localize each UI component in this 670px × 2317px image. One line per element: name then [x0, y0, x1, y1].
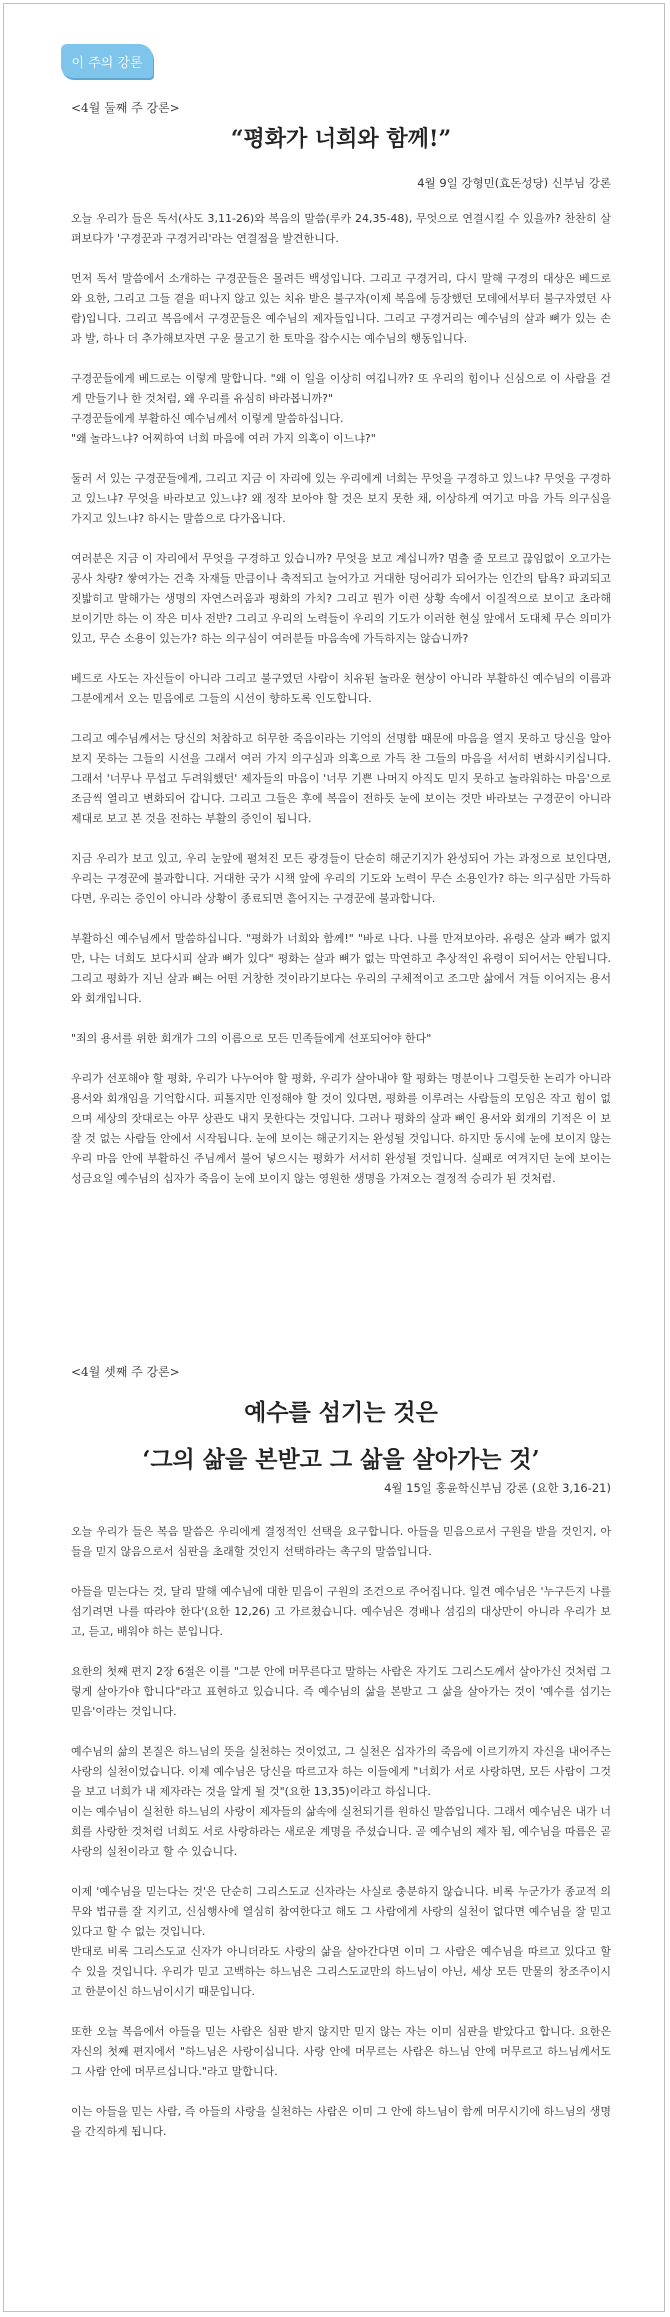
article-2 [71, 1363, 611, 2142]
paragraph: 이는 예수님이 실천한 하느님의 사랑이 제자들의 삶속에 실천되기를 원하신 말씀입니다. 그래서 예수님은 내가 너희를 사랑한 것처럼 너희도 서로 사랑하라는 새로운 계명을 주셨습니다. 곧 예수님의 제자 됨, 예수님을 따름은 곧 사랑의 실천이라고 할 수 있습니다. [71, 1805, 611, 1858]
paragraph: 아들을 믿는다는 것, 달리 말해 예수님에 대한 믿음이 구원의 조건으로 주어집니다. 일견 예수님은 '누구든지 나를 섬기려면 나를 따라야 한다'(요한 12,26) 고 가르쳤습니다. 예수님은 경배나 섬김의 대상만이 아니라 우리가 보고, 듣고, 배워야 하는 분입니다. [71, 1585, 611, 1638]
paragraph: 반대로 비록 그리스도교 신자가 아니더라도 사랑의 삶을 살아간다면 이미 그 사람은 예수님을 따르고 있다고 할 수 있을 것입니다. 우리가 믿고 고백하는 하느님은 그리스도교만의 하느님이 아닌, 세상 모든 만물의 창조주이시고 한분이신 하느님이시기 때문입니다. [71, 1945, 611, 1998]
paragraph: 이제 '예수님을 믿는다는 것'은 단순히 그리스도교 신자라는 사실로 충분하지 않습니다. 비록 누군가가 종교적 의무와 법규를 잘 지키고, 신심행사에 열심히 참여한다고 해도 그 사람에게 사랑의 실천이 없다면 예수님을 잘 믿고 있다고 할 수 없는 것입니다. [71, 1885, 611, 1938]
paragraph: 지금 우리가 보고 있고, 우리 눈앞에 펼쳐진 모든 광경들이 단순히 해군기지가 완성되어 가는 과정으로 보인다면, 우리는 구경꾼에 불과합니다. 거대한 국가 시책 앞에 우리의 기도와 노력이 무슨 소용인가? 하는 의구심만 가득하다면, 우리는 증인이 아니라 상황이 종료되면 흩어지는 구경꾼에 불과합니다. [71, 852, 611, 905]
paragraph: 오늘 우리가 들은 독서(사도 3,11-26)와 복음의 말씀(루카 24,35-48), 무엇으로 연결시킬 수 있을까? 찬찬히 살펴보다가 '구경꾼과 구경거리'라는 연결점을 발견한니다. [71, 212, 611, 245]
article-1 [71, 99, 611, 1189]
article-2-subtitle: 4월 15일 홍윤학신부님 강론 (요한 3,16-21) [384, 1481, 611, 1495]
article-1-title: “평화가 너희와 함께!” [230, 126, 452, 152]
paragraph: 둘러 서 있는 구경꾼들에게, 그리고 지금 이 자리에 있는 우리에게 너희는 무엇을 구경하고 있느냐? 무엇을 구경하고 있느냐? 무엇을 바라보고 있느냐? 왜 정작 보아야 할 것은 보지 못한 채, 이상하게 여기고 마음 가득 의구심을 가지고 있느냐? 하시는 말씀으로 다가옵니다. [71, 472, 611, 525]
article-1-label: <4월 둘째 주 강론> [71, 101, 180, 115]
article-2-title-line-2: ‘그의 삶을 본받고 그 삶을 살아가는 것’ [142, 1446, 540, 1473]
section-tab: 이 주의 강론 [61, 44, 153, 78]
paragraph: 또한 오늘 복음에서 아들을 믿는 사람은 심판 받지 않지만 믿지 않는 자는 이미 심판을 받았다고 합니다. 요한은 자신의 첫째 편지에서 "하느님은 사랑이십니다. 사랑 안에 머무르는 사람은 하느님 안에 머무르고 하느님께서도 그 사람 안에 머무르십니다."라고 말합니다. [71, 2025, 611, 2078]
article-1-subtitle: 4월 9일 강형민(효돈성당) 신부님 강론 [417, 176, 611, 190]
paragraph: 베드로 사도는 자신들이 아니라 그리고 불구였던 사람이 치유된 놀라운 현상이 아니라 부활하신 예수님의 이름과 그분에게서 오는 믿음에로 그들의 시선이 향하도록 인도합니다. [71, 672, 611, 705]
paragraph: "죄의 용서를 위한 회개가 그의 이름으로 모든 민족들에게 선포되어야 한다" [71, 1032, 432, 1045]
article-2-title-line-1: 예수를 섬기는 것은 [244, 1399, 438, 1426]
article-2-body [71, 1522, 611, 2142]
article-2-label: <4월 셋째 주 강론> [71, 1365, 180, 1379]
paragraph: "왜 놀라느냐? 어찌하여 너희 마음에 여러 가지 의혹이 이느냐?" [71, 432, 376, 445]
paragraph: 요한의 첫째 편지 2장 6절은 이를 "그분 안에 머무른다고 말하는 사람은 자기도 그리스도께서 살아가신 것처럼 그렇게 살아가야 합니다"라고 표현하고 있습니다. 즉 예수님의 삶을 본받고 그 삶을 살아가는 것이 '예수를 섬기는 믿음'이라는 것입니다. [71, 1665, 611, 1718]
paragraph: 구경꾼들에게 부활하신 예수님께서 이렇게 말씀하십니다. [71, 412, 344, 425]
paragraph: 그리고 예수님께서는 당신의 처참하고 허무한 죽음이라는 기억의 선명함 때문에 마음을 열지 못하고 당신을 알아보지 못하는 그들의 시선을 그래서 여러 가지 의구심과 의혹으로 가득 찬 그들의 마음을 서서히 변화시키십니다. 그래서 '너무나 무섭고 두려워했던' 제자들의 마음이 '너무 기쁜 나머지 아직도 믿지 못하고 놀라워하는 마음'으로 조금씩 열리고 변화되어 갑니다. 그리고 그들은 후에 복음이 전하듯 눈에 보이는 것만 바라보는 구경꾼이 아니라 제대로 보고 본 것을 전하는 부활의 증인이 됩니다. [71, 732, 611, 825]
paragraph: 여러분은 지금 이 자리에서 무엇을 구경하고 있습니까? 무엇을 보고 계십니까? 멈출 줄 모르고 끊임없이 오고가는 공사 차량? 쌓여가는 건축 자재들 만큼이나 축적되고 늘어가고 거대한 덩어리가 되어가는 인간의 탐욕? 파괴되고 짓밟히고 말해가는 생명의 자연스러움과 평화의 가치? 그리고 뭔가 이런 상황 속에서 이질적으로 보이고 초라해 보이기만 하는 이 작은 미사 전반? 그리고 우리의 노력들이 우리의 기도가 이러한 현실 앞에서 도대체 무슨 의미가 있고, 무슨 소용이 있는가? 하는 의구심이 여러분들 마음속에 가득하지는 않습니까? [71, 552, 611, 645]
paragraph: 부활하신 예수님께서 말씀하십니다. "평화가 너희와 함께!" "바로 나다. 나를 만져보아라. 유령은 살과 뼈가 없지만, 나는 너희도 보다시피 살과 뼈가 있다" 평화는 살과 뼈가 없는 막연하고 추상적인 유령이 되어서는 안됩니다. 그리고 평화가 지닌 살과 뼈는 어떤 거창한 것이라기보다는 우리의 구체적이고 조그만 삶에서 겨들 이어지는 용서와 회개입니다. [71, 932, 611, 1005]
paragraph: 예수님의 삶의 본질은 하느님의 뜻을 실천하는 것이었고, 그 실천은 십자가의 죽음에 이르기까지 자신을 내어주는 사랑의 실천이었습니다. 이제 예수님은 당신을 따르고자 하는 이들에게 "너희가 서로 사랑하면, 모든 사람이 그것을 보고 너희가 내 제자라는 것을 알게 될 것"(요한 13,35)이라고 하십니다. [71, 1745, 611, 1798]
article-1-body [71, 209, 611, 1189]
paragraph: 먼저 독서 말씀에서 소개하는 구경꾼들은 몰려든 백성입니다. 그리고 구경거리, 다시 말해 구경의 대상은 베드로와 요한, 그리고 그들 곁을 떠나지 않고 있는 치유 받은 불구자(이제 복음에 등장했던 모데에서부터 불구자였던 사람)입니다. 그리고 복음에서 구경꾼들은 예수님의 제자들입니다. 그리고 구경거리는 예수님의 살과 뼈가 있는 손과 발, 하나 더 추가해보자면 구운 물고기 한 토막을 잡수시는 예수님의 행동입니다. [71, 272, 611, 345]
paragraph: 우리가 선포해야 할 평화, 우리가 나누어야 할 평화, 우리가 살아내야 할 평화는 명분이나 그럴듯한 논리가 아니라 용서와 회개임을 기억합시다. 피톨지만 인정해야 할 것이 있다면, 평화를 이루려는 사람들의 모임은 작고 힘이 없으며 세상의 잣대로는 아무 상관도 내지 못한다는 것입니다. 그러나 평화의 살과 뼈인 용서와 회개의 기적은 이 보잘 것 없는 사람들 안에서 시작됩니다. 눈에 보이는 해군기지는 완성될 것입니다. 하지만 동시에 눈에 보이지 않는 우리 마음 안에 부활하신 주님께서 불어 넣으시는 평화가 서서히 완성될 것입니다. 실패로 여겨지던 눈에 보이는 성금요일 예수님의 십자가 죽음이 눈에 보이지 않는 영원한 생명을 가져오는 결정적 승리가 된 것처럼. [71, 1072, 611, 1185]
paragraph: 이는 아들을 믿는 사람, 즉 아들의 사랑을 실천하는 사람은 이미 그 안에 하느님이 함께 머무시기에 하느님의 생명을 간직하게 됩니다. [71, 2105, 611, 2138]
paragraph: 구경꾼들에게 베드로는 이렇게 말합니다. "왜 이 일을 이상히 여깁니까? 또 우리의 힘이나 신심으로 이 사람을 걷게 만들기나 한 것처럼, 왜 우리를 유심히 바라봅니까?" [71, 372, 611, 405]
paragraph: 오늘 우리가 들은 복음 말씀은 우리에게 결정적인 선택을 요구합니다. 아들을 믿음으로서 구원을 받을 것인지, 아들을 믿지 않음으로서 심판을 초래할 것인지 선택하라는 촉구의 말씀입니다. [71, 1525, 611, 1558]
